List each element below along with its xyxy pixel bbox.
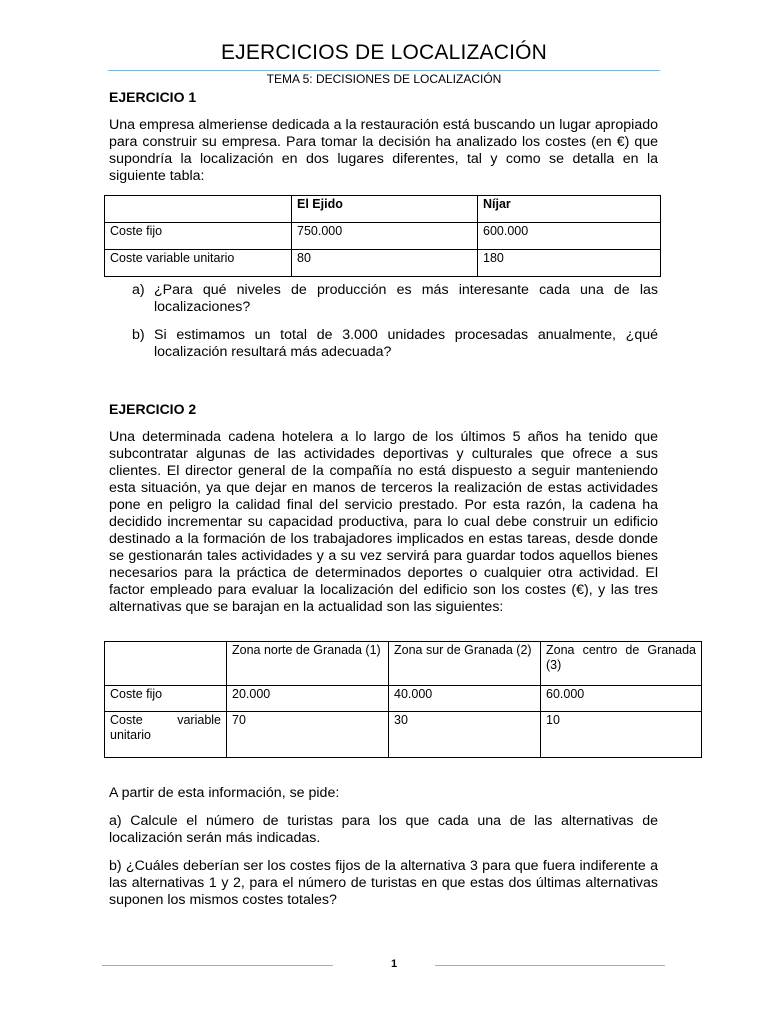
exercise-1-question-b	[132, 327, 658, 361]
exercise-2-question-a: a) Calcule el número de turistas para los que cada una de las alternativas de localización serán más indicadas.	[109, 813, 658, 846]
table-header-cell: Níjar	[478, 196, 661, 223]
table-cell: 20.000	[227, 686, 389, 712]
table-cell: Coste fijo	[105, 223, 292, 250]
table-cell: 60.000	[541, 686, 702, 712]
table-header-cell: Zona centro de Granada (3)	[541, 642, 702, 686]
exercise-2-heading: EJERCICIO 2	[109, 401, 197, 417]
exercise-1-heading: EJERCICIO 1	[109, 89, 197, 105]
table-row	[105, 250, 661, 277]
question-text: ¿Para qué niveles de producción es más interesante cada una de las localizaciones?	[154, 282, 658, 315]
list-marker: a)	[132, 282, 145, 298]
exercise-2-question-b: b) ¿Cuáles deberían ser los costes fijos de la alternativa 3 para que fuera indiferente a las alternativas 1 y 2, para el número de turistas en que estas dos últimas alternativas suponen los mismos costes totales?	[109, 858, 658, 908]
table-row	[105, 686, 702, 712]
page-subtitle: TEMA 5: DECISIONES DE LOCALIZACIÓN	[266, 72, 502, 86]
table-cell: Coste variable unitario	[105, 712, 227, 758]
list-marker: b)	[132, 327, 145, 343]
exercise-2-intro: Una determinada cadena hotelera a lo largo de los últimos 5 años ha tenido que subcontratar algunas de las actividades deportivas y culturales que ofrece a sus clientes. El director general de la compañía no está dispuesto a seguir manteniendo esta situación, ya que dejar en manos de terceros la realización de estas actividades pone en peligro la calidad final del servicio prestado. Por esta razón, la cadena ha decidido incrementar su capacidad productiva, para lo cual debe construir un edificio destinado a la formación de los trabajadores implicados en estas tareas, desde donde se gestionarán tales actividades y a su vez servirá para guardar todos aquellos bienes necesarios para la práctica de determinados deportes o cualquier otra actividad. El factor empleado para evaluar la localización del edificio son los costes (€), y las tres alternativas que se barajan en la actualidad son las siguientes:	[109, 429, 658, 615]
table-cell: 600.000	[478, 223, 661, 250]
exercise-2-lead: A partir de esta información, se pide:	[109, 785, 340, 801]
table-header-cell: Zona norte de Granada (1)	[227, 642, 389, 686]
table-cell: 180	[478, 250, 661, 277]
exercise-1-question-a	[132, 282, 658, 316]
table-cell: 40.000	[389, 686, 541, 712]
table-cell: 750.000	[292, 223, 478, 250]
exercise-1-intro: Una empresa almeriense dedicada a la restauración está buscando un lugar apropiado para construir su empresa. Para tomar la decisión ha analizado los costes (en €) que supondría la localización en dos lugares diferentes, tal y como se detalla en la siguiente tabla:	[109, 117, 658, 184]
title-divider	[108, 70, 660, 71]
exercise-2-table	[104, 641, 702, 758]
exercise-1-table	[104, 195, 661, 277]
question-text: Si estimamos un total de 3.000 unidades procesadas anualmente, ¿qué localización resultará más adecuada?	[154, 327, 658, 360]
table-cell: 80	[292, 250, 478, 277]
table-header-cell	[105, 642, 227, 686]
table-cell: Coste variable unitario	[105, 250, 292, 277]
table-row	[105, 223, 661, 250]
table-cell: Coste fijo	[105, 686, 227, 712]
table-header-cell	[105, 196, 292, 223]
table-row	[105, 712, 702, 758]
table-header-cell: El Ejido	[292, 196, 478, 223]
table-cell: 70	[227, 712, 389, 758]
page-number: 1	[390, 958, 398, 970]
page-title: EJERCICIOS DE LOCALIZACIÓN	[220, 41, 548, 64]
table-header-cell: Zona sur de Granada (2)	[389, 642, 541, 686]
table-cell: 30	[389, 712, 541, 758]
table-cell: 10	[541, 712, 702, 758]
